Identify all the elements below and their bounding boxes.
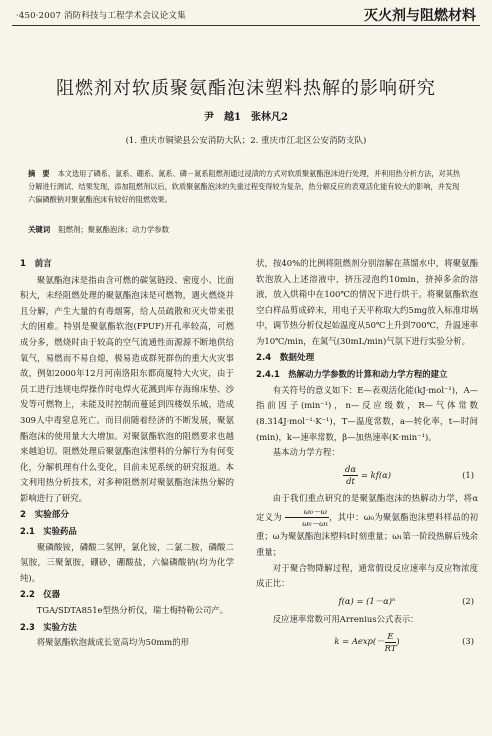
equation-2-body: f(α) = (1－α)ⁿ <box>338 595 396 606</box>
section-2-4-heading: 2.4 数据处理 <box>256 352 315 363</box>
keywords <box>28 224 466 235</box>
section-2-3-paragraph: 将聚氨酯软泡裁成长宽高均为50mm的形 <box>36 637 189 648</box>
alpha-definition-tail: ，其中：ω₀为聚氨酯泡沫塑料样品的初重；ω为聚氨酯泡沫塑料t时刻重量；ω₁第一阶段热解后残余重量； <box>256 512 479 557</box>
alpha-fraction <box>285 506 329 529</box>
paper-authors: 尹 越1 张林凡2 <box>204 112 288 123</box>
section-2-2-heading: 2.2 仪器 <box>20 589 60 600</box>
equation-2-number: (2) <box>462 595 474 606</box>
equation-1-denominator: dt <box>346 476 355 487</box>
equation-1-rhs: = kf(α) <box>360 469 392 480</box>
right-column <box>256 256 478 657</box>
section-1-paragraph: 聚氨酯泡沫是指由含可燃的碳氢链段、密度小、比面积大，未经阻燃处理的聚氨酯泡沫是可燃物，遇火燃烧并且分解，产生大量的有毒烟雾，给人员疏散和灭火带来很大的困难。特别是聚氨酯软泡(FPUF)开孔率较高，可燃成分多，燃烧时由于较高的空气流通性而源源不断地供给氧气，易燃而不易自熄，极易造成群死群伤的重大火灾事故，例如2000年12月河南洛阳东都商厦特大火灾，由于员工进行违规电焊操作时电焊火花溅到库存海绵床垫、沙发等可燃物上，未能及时控制而蔓延到四楼娱乐城，造成309人中毒窒息死亡。而目前随着经济的不断发展，聚氨酯泡沫的使用量大大增加。对聚氨酯软泡的阻燃要求也越来越迫切。阻燃处理后聚氨酯泡沫塑料的分解行为有何变化，分解机理有什么变化，目前未见系统的研究报道。本文利用热分析技术，对多种阻燃剂对聚氨酯泡沫热分解的影响进行了研究。 <box>20 274 234 503</box>
section-2-heading: 2 实验部分 <box>20 509 69 520</box>
header-rule <box>12 25 480 26</box>
kinetic-equation-intro: 基本动力学方程： <box>272 447 340 458</box>
equation-1-number: (1) <box>462 469 474 480</box>
equation-1-lhs <box>343 464 358 487</box>
keywords-label: 关键词 <box>28 225 51 234</box>
rate-assumption-paragraph: 对于聚合物降解过程，通常假设反应速率与反应物浓度成正比： <box>256 562 478 589</box>
alpha-definition-intro: 由于我们重点研究的是聚氨酯泡沫的热解动力学，将α定义为 <box>256 492 478 523</box>
section-2-2-paragraph: TGA/SDTA851e型热分析仪，瑞士梅特勒公司产。 <box>36 605 229 616</box>
arrhenius-intro: 反应速率常数可用Arrenius公式表示： <box>272 613 419 624</box>
equation-1 <box>256 461 478 491</box>
equation-3-numerator: E <box>387 630 394 641</box>
paper-title: 阻燃剂对软质聚氨酯泡沫塑料热解的影响研究 <box>56 78 436 99</box>
left-column <box>20 256 234 651</box>
equation-2 <box>256 592 478 612</box>
equation-3-rhs: ) <box>396 636 400 647</box>
section-2-1-heading: 2.1 实验药品 <box>20 526 77 537</box>
equation-3-fraction <box>384 630 400 654</box>
equation-3-denominator: RT <box>384 642 397 653</box>
section-2-1-paragraph: 聚磷酸铵，磷酸二氢钾，氯化铵，二氯二胺，磷酸二氢胺，三聚氰胺，硼砂，硼酸盐，六偏磷酸钠(均为化学纯)。 <box>20 541 234 583</box>
equation-3-number: (3) <box>462 636 474 647</box>
abstract <box>28 167 466 207</box>
section-2-3-heading: 2.3 实验方法 <box>20 621 77 632</box>
equation-3 <box>256 627 478 657</box>
symbol-definitions-paragraph: 有关符号的意义如下：E—表观活化能(kJ·mol⁻¹)，A—指前因子(min⁻¹)，n—反应级数，R—气体常数(8.314J·mol⁻¹·K⁻¹)，T—温度常数，a—转化率，t—时间(min)，k—速率常数，β—加热速率(K·min⁻¹)。 <box>256 384 478 442</box>
equation-3-lhs: k = Aexp(－ <box>334 636 385 647</box>
abstract-text: 本文选用了磷系、氯系、硼系、氮系、磷－氮系阻燃剂通过浸渍的方式对软质聚氨酯泡沫进行处理，并利用热分析方法，对其热分解进行测试、结果发现，添加阻燃剂以后，软质聚氨酯泡沫的失重过程变得较为复杂，热分解反应的表观活化能有较大的影响，并发现六偏磷酸钠对聚氨酯泡沫有较好的阻燃效果。 <box>28 169 461 205</box>
header-page-and-journal: ·450·2007 消防科技与工程学术会议论文集 <box>16 11 186 21</box>
alpha-fraction-numerator: ω₀－ω <box>285 506 329 518</box>
section-1-heading: 1 前言 <box>20 259 52 269</box>
abstract-label: 摘 要 <box>28 169 50 178</box>
alpha-fraction-denominator: ω₀－ω₁ <box>302 519 329 529</box>
header-section-title: 灭火剂与阻燃材料 <box>364 8 476 24</box>
paper-affiliation: (1. 重庆市铜梁县公安消防大队；2. 重庆市江北区公安消防支队) <box>125 136 367 146</box>
section-2-4-1-heading: 2.4.1 热解动力学参数的计算和动力学方程的建立 <box>256 369 448 380</box>
method-continued-paragraph: 状，按40%的比例将阻燃剂分别溶解在蒸馏水中，将聚氨酯软泡放入上述溶液中，挤压浸泡约10min，挤掉多余的溶液，放入烘箱中在100℃的情况下进行烘干。将聚氨酯软泡空白样品剪成碎末，用电子天平称取大约5mg放入标准坩埚中，调节热分析仪起始温度从50℃上升到700℃，升温速率为10℃/min，在氮气(30mL/min)气氛下进行实验分析。 <box>256 258 478 346</box>
equation-1-numerator: dα <box>344 464 356 475</box>
alpha-definition-paragraph <box>256 491 478 561</box>
running-header <box>12 4 480 26</box>
keywords-text: 阻燃剂；聚氨酯泡沫；动力学参数 <box>58 225 170 234</box>
